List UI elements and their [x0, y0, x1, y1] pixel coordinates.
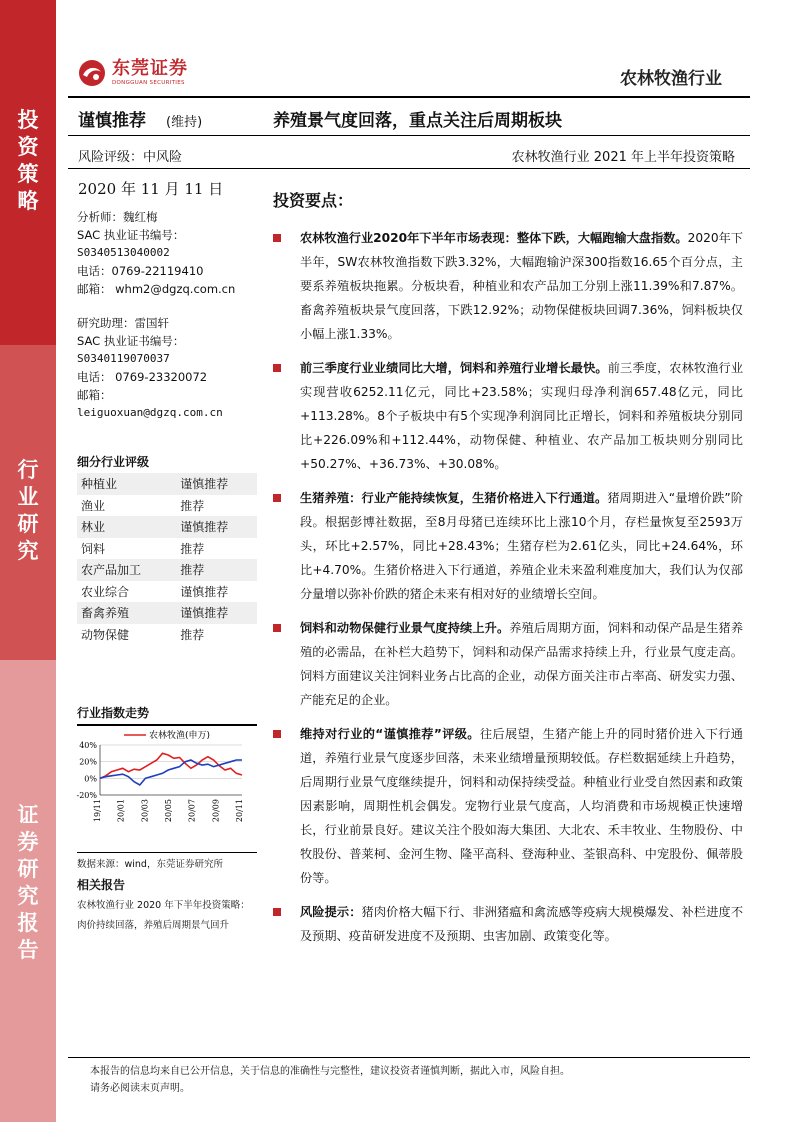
key-point-lead: 生猪养殖：行业产能持续恢复，生猪价格进入下行通道。: [300, 491, 608, 505]
risk-level: 风险评级：中风险: [78, 150, 183, 165]
side-label-char: 证: [17, 803, 39, 827]
key-point: [273, 486, 743, 606]
assistant-info: [77, 314, 257, 422]
assistant-cert-label: SAC 执业证书编号：: [77, 334, 185, 348]
key-point: [273, 226, 743, 346]
table-row: [77, 538, 257, 560]
analyst-cert-label: SAC 执业证书编号：: [77, 228, 185, 242]
rating: 谨慎推荐: [78, 111, 146, 131]
brand-name-cn: 东莞证券: [112, 58, 188, 79]
sub-industry-rating: 谨慎推荐: [176, 473, 257, 495]
divider: [68, 168, 750, 169]
disclaimer: [90, 1063, 730, 1097]
table-row: [77, 473, 257, 495]
key-points-title: 投资要点：: [273, 191, 354, 210]
report-subtitle: 农林牧渔行业 2021 年上半年投资策略: [511, 150, 735, 165]
sub-industry-name: 饲料: [81, 541, 106, 556]
y-tick-label: -20%: [76, 791, 97, 800]
divider: [68, 96, 750, 98]
side-label-char: 究: [17, 539, 39, 563]
key-point: [273, 722, 743, 890]
series-line-1: [100, 760, 242, 785]
chart-source: 数据来源：wind，东莞证券研究所: [77, 859, 223, 870]
bullet-square-icon: [273, 494, 281, 502]
key-point: [273, 900, 743, 948]
side-label-strategy: [0, 0, 56, 345]
bullet-square-icon: [273, 364, 281, 372]
divider: [68, 1057, 750, 1058]
logo-mark-icon: [77, 58, 107, 88]
key-point-body: 猪周期进入“量增价跌”阶段。根据彭博社数据，至8月母猪已连续环比上涨10个月，存栏量恢复至2593万头，环比+2.57%，同比+28.43%；生猪存栏为2.61亿头，同比+24.64%，环比+4.70%。生猪价格进入下行通道，养殖企业未来盈利难度加大，我们认为仅部分量增以弥补价跌的猪企未来有相对好的业绩增长空间。: [300, 491, 743, 601]
sub-industry-name: 农产品加工: [77, 559, 176, 581]
related-report-link[interactable]: 农林牧渔行业 2020 年下半年投资策略：肉价持续回落，养殖后周期景气回升: [77, 900, 250, 931]
x-tick-label: 20/01: [116, 799, 126, 823]
assistant-phone: 电话： 0769-23320072: [77, 370, 208, 384]
side-label-char: 报: [17, 911, 39, 935]
key-point-lead: 维持对行业的“谨慎推荐”评级。: [300, 727, 480, 741]
bullet-square-icon: [273, 234, 281, 242]
industry-title: 农林牧渔行业: [620, 69, 722, 89]
table-row: [77, 581, 257, 603]
sub-ratings-title: 细分行业评级: [77, 453, 257, 475]
x-tick-label: 19/11: [93, 799, 102, 823]
side-label-char: 研: [17, 857, 39, 881]
key-point-body: 往后展望，生猪产能上升的同时猪价进入下行通道，养殖行业景气度逐步回落，未来业绩增量预期较低。存栏数据延续上升趋势，后周期行业景气度继续提升，饲料和动保持续受益。种植业行业受自然因素和政策因素影响，周期性机会偶发。宠物行业景气度高，人均消费和市场规模正快速增长，行业前景良好。建议关注个股如海大集团、大北农、禾丰牧业、生物股份、中牧股份、普莱柯、金河生物、隆平高科、登海种业、荃银高科、中宠股份、佩蒂股份等。: [300, 727, 743, 885]
key-points-list: [273, 226, 743, 958]
sub-industry-rating: 谨慎推荐: [176, 516, 257, 538]
side-label-char: 告: [17, 938, 39, 962]
sub-industry-rating: 推荐: [180, 498, 205, 513]
rating-note: (维持): [166, 115, 203, 130]
side-label-char: 研: [17, 512, 39, 536]
table-row: [77, 495, 257, 517]
report-headline: 养殖景气度回落，重点关注后周期板块: [273, 111, 562, 131]
side-label-char: 略: [17, 189, 39, 213]
assistant-email-label: 邮箱：: [77, 388, 112, 402]
side-label-char: 策: [17, 162, 39, 186]
sub-industry-name: 农业综合: [81, 584, 130, 599]
side-label-char: 投: [17, 108, 39, 132]
sub-industry-name: 林业: [77, 516, 176, 538]
key-point-lead: 农林牧渔行业2020年下半年市场表现：整体下跌，大幅跑输大盘指数。: [300, 231, 688, 245]
key-point-lead: 前三季度行业业绩同比大增，饲料和养殖行业增长最快。: [300, 361, 608, 375]
analyst-cert-number: S0340513040002: [77, 246, 170, 259]
sub-industry-name: 畜禽养殖: [77, 602, 176, 624]
key-point-body: 猪肉价格大幅下行、非洲猪瘟和禽流感等疫病大规模爆发、补栏进度不及预期、疫苗研发进度不及预期、虫害加剧、政策变化等。: [300, 905, 744, 943]
sub-industry-name: 渔业: [81, 498, 106, 513]
bullet-square-icon: [273, 908, 281, 916]
sub-industry-rating: 谨慎推荐: [180, 584, 229, 599]
brand-name-en: DONGGUAN SECURITIES: [112, 80, 185, 86]
side-label-char: 券: [17, 830, 39, 854]
table-row: [77, 516, 257, 538]
side-label-industry-research: [0, 345, 56, 660]
legend-label: 农林牧渔(申万): [149, 731, 211, 741]
y-tick-label: 0%: [84, 774, 97, 784]
side-band: [0, 0, 56, 1122]
key-point-lead: 饲料和动物保健行业景气度持续上升。: [300, 621, 510, 635]
key-point-lead: 风险提示：: [300, 905, 362, 919]
analyst-phone: 电话：0769-22119410: [77, 264, 204, 278]
y-tick-label: 40%: [79, 741, 97, 750]
x-tick-label: 20/11: [235, 799, 244, 823]
x-tick-label: 20/09: [211, 799, 221, 823]
bullet-square-icon: [273, 730, 281, 738]
divider: [77, 852, 257, 853]
index-chart-title: 行业指数走势: [77, 704, 257, 726]
assistant-cert-number: S0340119070037: [77, 352, 170, 365]
sub-industry-rating: 推荐: [176, 559, 257, 581]
analyst-email[interactable]: 邮箱： whm2@dgzq.com.cn: [77, 282, 236, 296]
key-point: [273, 616, 743, 712]
table-row: [77, 624, 257, 646]
related-reports-title: 相关报告: [77, 878, 126, 892]
assistant-email[interactable]: leiguoxuan@dgzq.com.cn: [77, 406, 223, 419]
x-tick-label: 20/03: [140, 799, 150, 823]
x-tick-label: 20/05: [164, 799, 173, 823]
key-point-body: 2020年下半年，SW农林牧渔指数下跌3.32%，大幅跑输沪深300指数16.65个百分点，主要系养殖板块拖累。分板块看，种植业和农产品加工分别上涨11.39%和7.87%。畜禽养殖板块景气度回落，下跌12.92%；动物保健板块回调7.36%，饲料板块仅小幅上涨1.33%。: [300, 231, 743, 341]
side-label-char: 业: [17, 485, 39, 509]
table-row: [77, 559, 257, 581]
analyst-info: [77, 208, 257, 298]
sub-industry-rating: 推荐: [180, 627, 205, 642]
key-point-body: 前三季度，农林牧渔行业实现营收6252.11亿元，同比+23.58%；实现归母净利润657.48亿元，同比+113.28%。8个子板块中有5个实现净利润同比正增长，饲料和养殖板块分别同比+226.09%和+112.44%，动物保健、种植业、农产品加工板块则分别同比+50.27%、+36.73%、+30.08%。: [300, 361, 744, 471]
sub-industry-name: 种植业: [77, 473, 176, 495]
key-point-body: 养殖后周期方面，饲料和动保产品是生猪养殖的必需品，在补栏大趋势下，饲料和动保产品需求持续上升，行业景气度走高。饲料方面建议关注饲料业务占比高的企业，动保方面关注市占率高、研发实力强、产能充足的企业。: [300, 621, 744, 707]
x-tick-label: 20/07: [187, 799, 197, 823]
side-label-char: 行: [17, 458, 39, 482]
y-tick-label: 20%: [79, 757, 97, 767]
sub-industry-rating: 谨慎推荐: [176, 602, 257, 624]
report-date: 2020 年 11 月 11 日: [78, 180, 224, 198]
divider: [68, 135, 750, 136]
index-chart: [70, 725, 260, 850]
disclaimer-line: 本报告的信息均来自已公开信息，关于信息的准确性与完整性，建议投资者谨慎判断，据此入市，风险自担。: [90, 1066, 570, 1077]
company-logo: [77, 58, 188, 88]
sub-industry-rating: 推荐: [180, 541, 205, 556]
side-label-char: 究: [17, 884, 39, 908]
side-label-securities-report: [0, 660, 56, 1122]
table-row: [77, 602, 257, 624]
key-point: [273, 356, 743, 476]
analyst-name: 分析师：魏红梅: [77, 210, 158, 224]
side-label-char: 资: [17, 135, 39, 159]
sub-ratings-table: [77, 473, 257, 645]
assistant-name: 研究助理：雷国轩: [77, 316, 169, 330]
sub-industry-name: 动物保健: [81, 627, 130, 642]
bullet-square-icon: [273, 624, 281, 632]
disclaimer-line: 请务必阅读末页声明。: [90, 1083, 190, 1094]
